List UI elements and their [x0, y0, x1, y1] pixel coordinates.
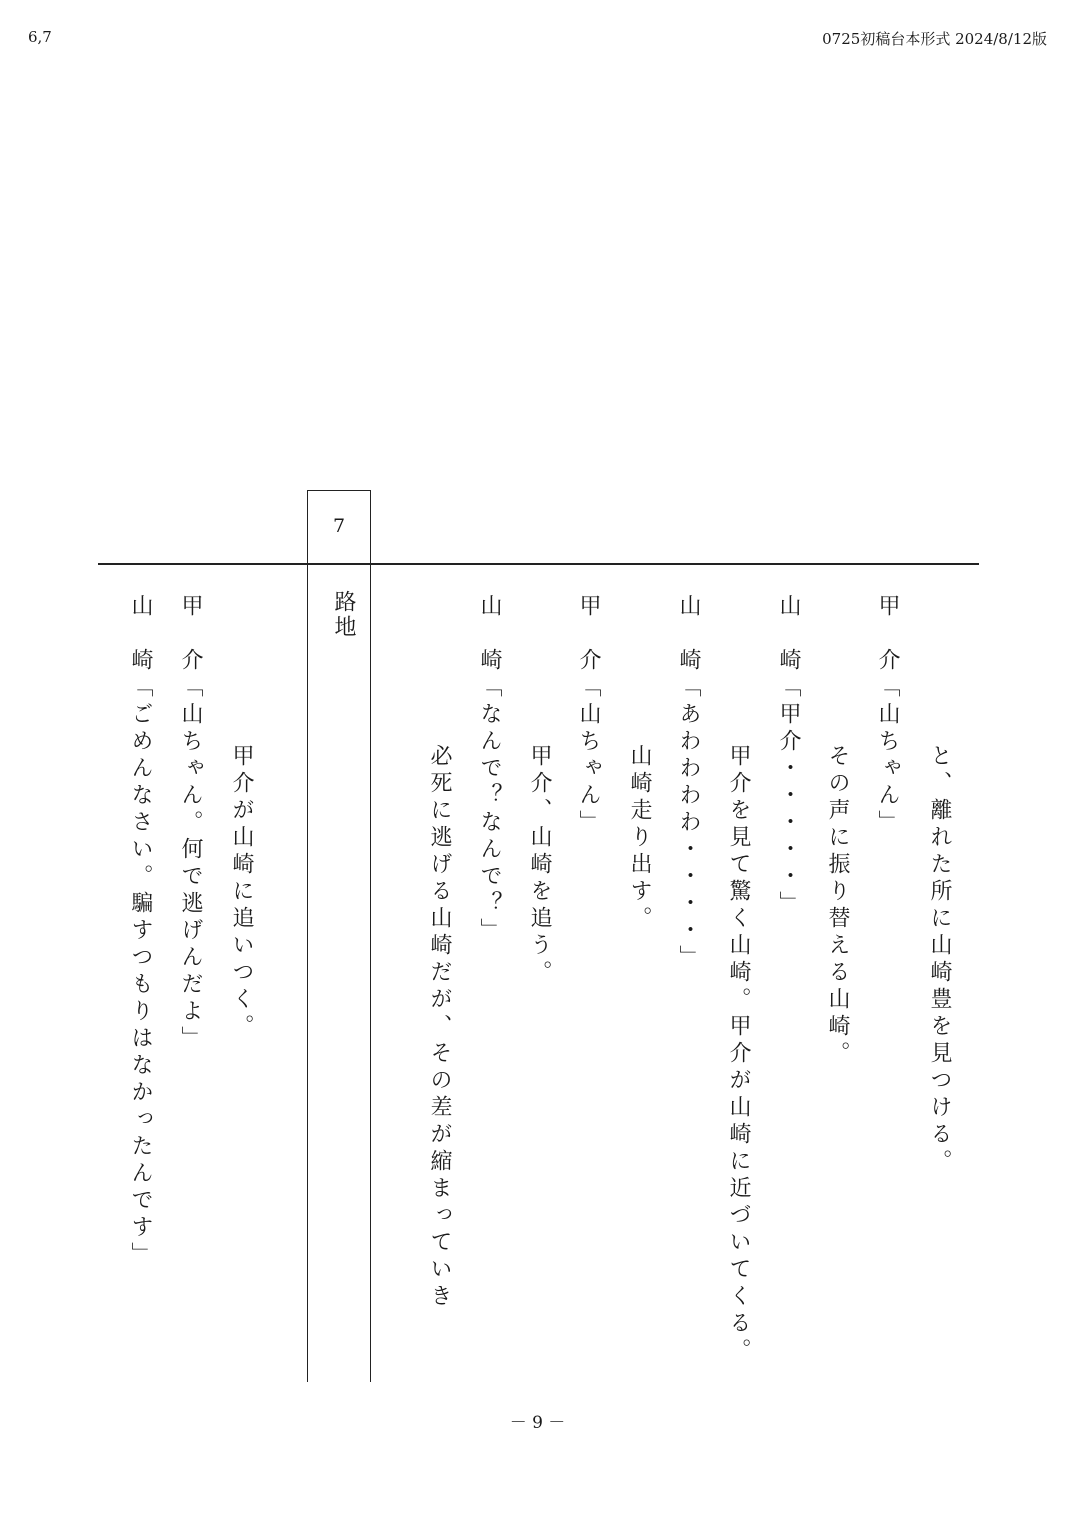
script-line — [179, 594, 201, 1053]
script-line — [777, 594, 799, 918]
dialogue-text: 「山ちゃん」 — [576, 675, 601, 837]
script-line — [876, 594, 898, 837]
stage-direction: 甲介、山崎を追う。 — [527, 744, 552, 987]
speaker-name: 甲 介 — [178, 594, 203, 675]
stage-direction: 甲介が山崎に追いつく。 — [229, 744, 254, 1041]
speaker-name: 甲 介 — [576, 594, 601, 675]
header-scene-ref: 6,7 — [28, 28, 52, 46]
stage-direction: その声に振り替える山崎。 — [825, 744, 850, 1068]
header-version: 0725初稿台本形式 2024/8/12版 — [822, 30, 1047, 48]
speaker-name: 山 崎 — [776, 594, 801, 675]
dialogue-text: 「あわわわわ・・・・」 — [676, 675, 701, 972]
script-line — [478, 594, 500, 945]
stage-direction: 甲介を見て驚く山崎。甲介が山崎に近づいてくる。 — [726, 744, 751, 1365]
script-line — [677, 594, 699, 972]
scene-location-column — [307, 564, 371, 1382]
script-line — [577, 594, 599, 837]
scene-divider-line — [98, 563, 979, 565]
dialogue-text: 「山ちゃん。何で逃げんだよ」 — [178, 675, 203, 1053]
scene-location: 路地 — [331, 590, 356, 640]
page-number: － 9 － — [509, 1413, 566, 1433]
speaker-name: 山 崎 — [128, 594, 153, 675]
dialogue-text: 「甲介・・・・・」 — [776, 675, 801, 918]
speaker-name: 山 崎 — [676, 594, 701, 675]
speaker-name: 山 崎 — [477, 594, 502, 675]
stage-direction: 必死に逃げる山崎だが、その差が縮まっていき — [427, 744, 452, 1311]
speaker-name: 甲 介 — [875, 594, 900, 675]
scene-number-box — [307, 490, 371, 564]
scene-number: 7 — [332, 515, 346, 537]
script-line — [129, 594, 151, 1269]
stage-direction: 山崎走り出す。 — [627, 744, 652, 933]
stage-direction: と、離れた所に山崎豊を見つける。 — [927, 744, 952, 1176]
dialogue-text: 「山ちゃん」 — [875, 675, 900, 837]
dialogue-text: 「ごめんなさい。騙すつもりはなかったんです」 — [128, 675, 153, 1269]
dialogue-text: 「なんで？なんで？」 — [477, 675, 502, 945]
